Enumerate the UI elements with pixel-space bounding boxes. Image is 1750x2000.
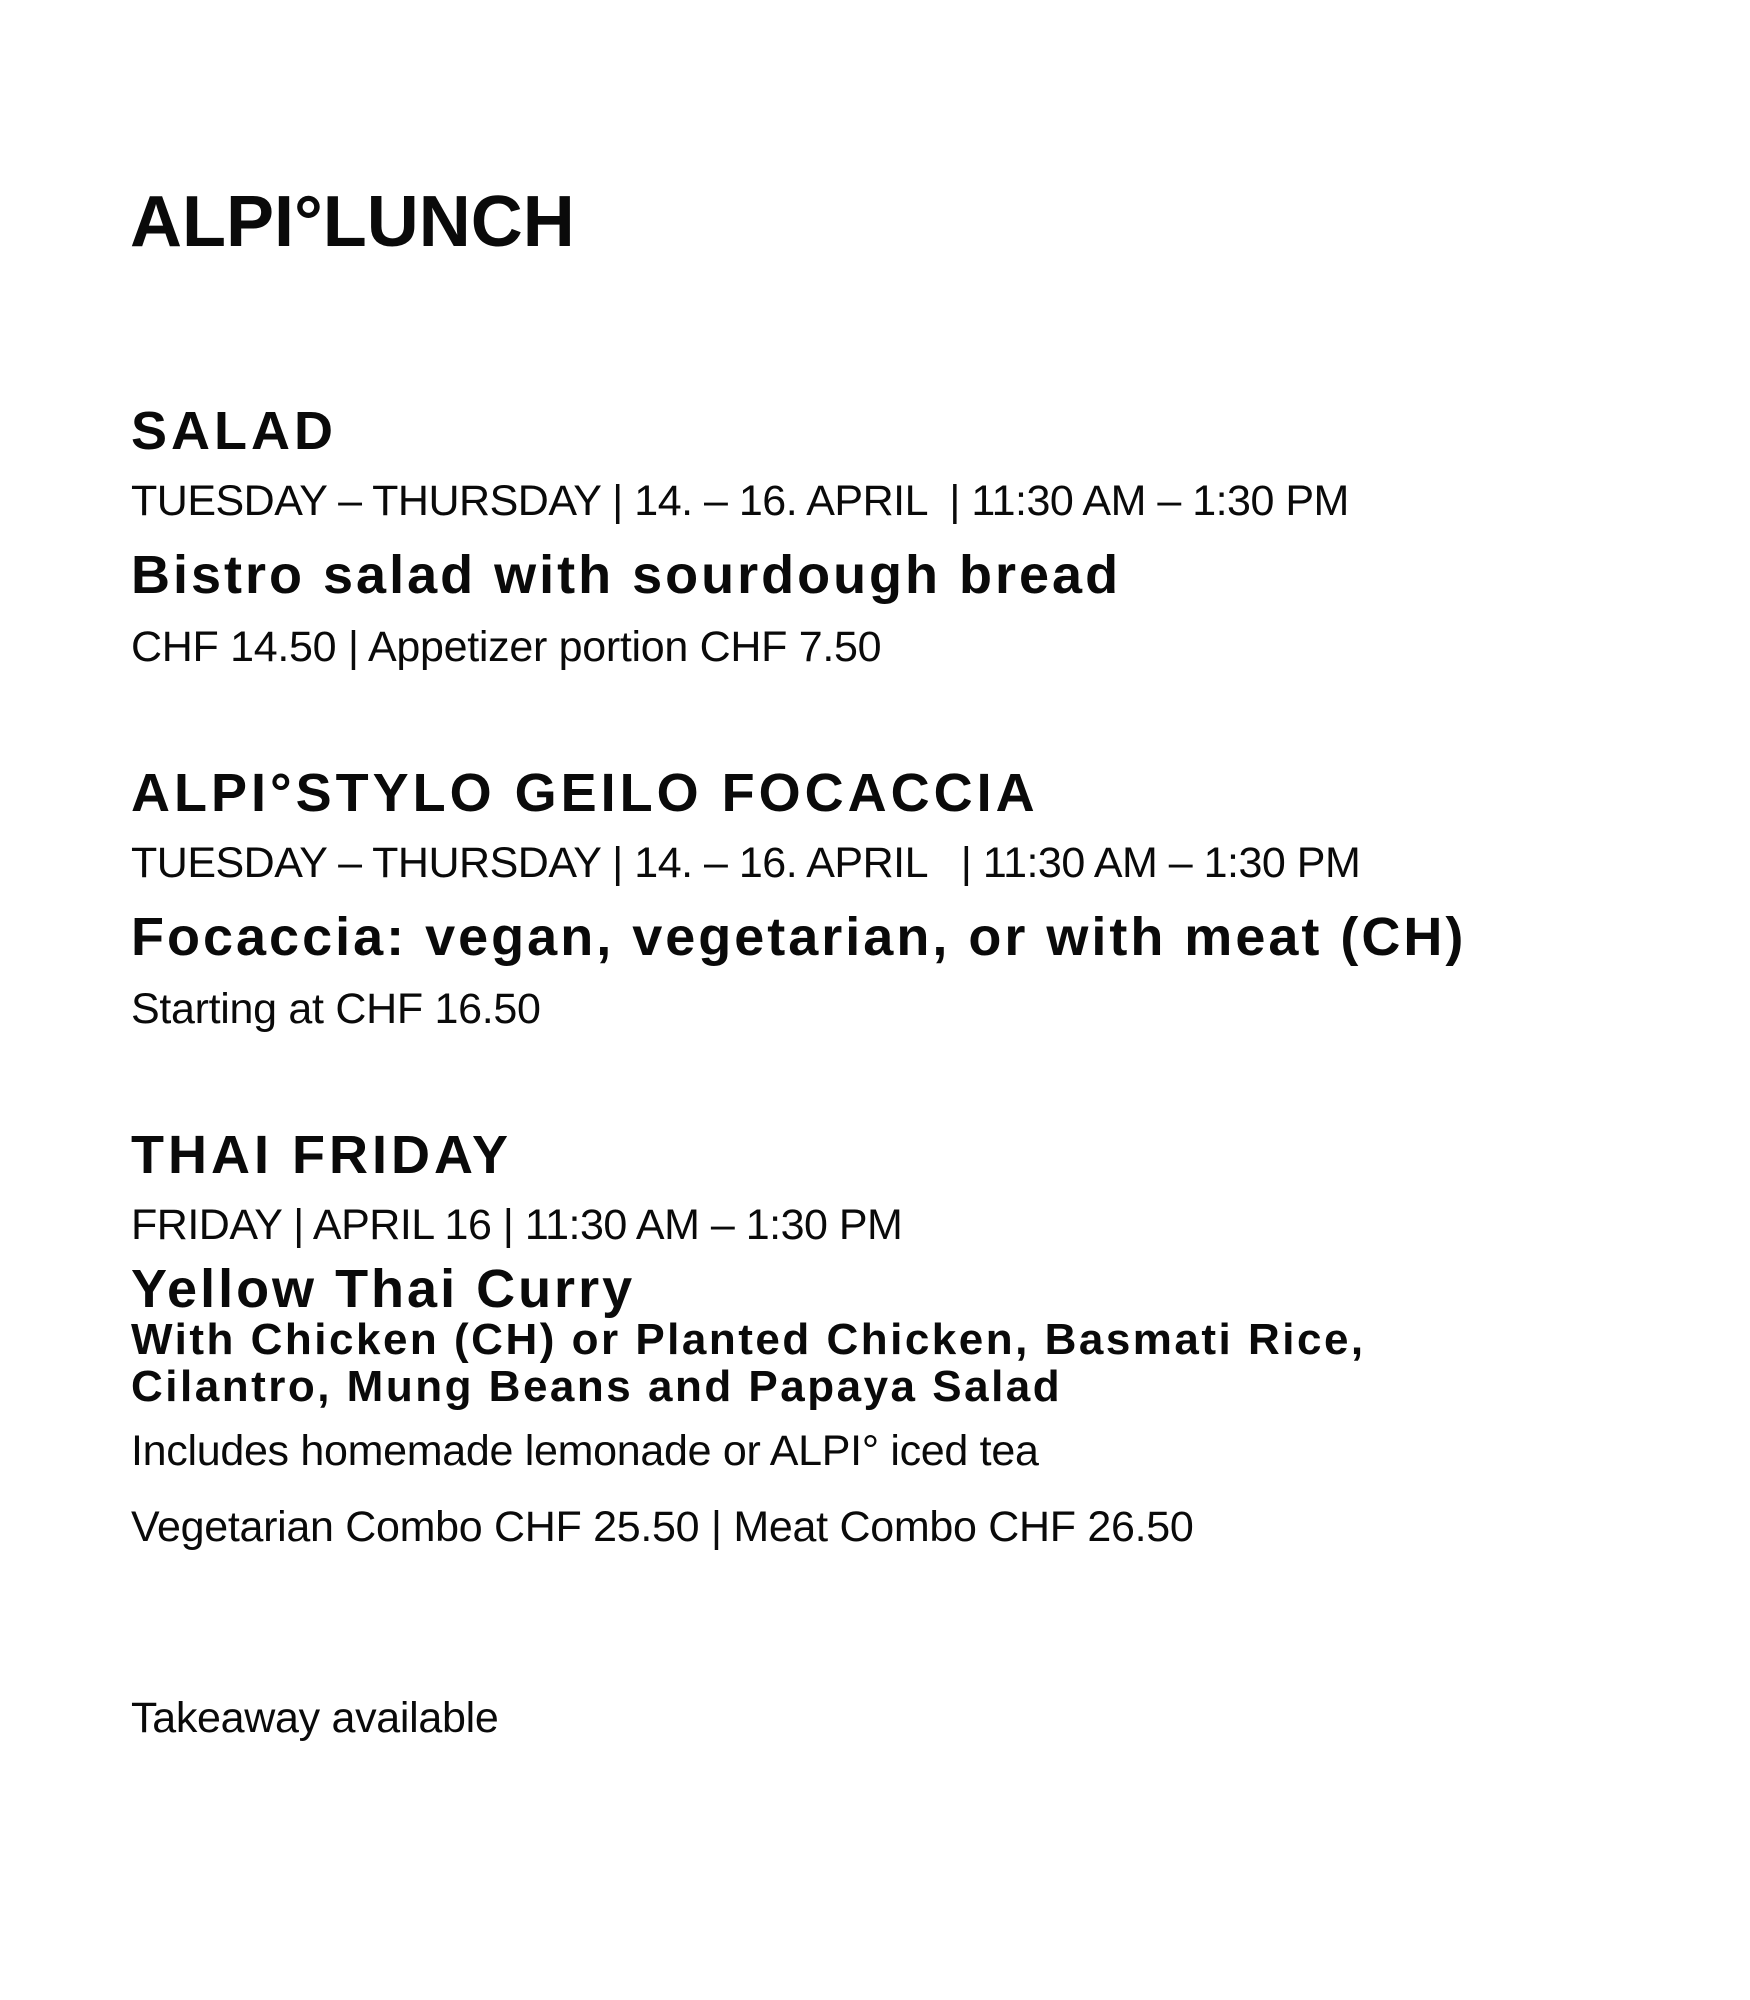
schedule-focaccia: TUESDAY – THURSDAY | 14. – 16. APRIL | 11:30 AM – 1:30 PM [131,839,1361,887]
includes-drink: Includes homemade lemonade or ALPI° iced tea [131,1427,1039,1475]
schedule-thai-friday: FRIDAY | APRIL 16 | 11:30 AM – 1:30 PM [131,1201,903,1249]
section-heading-focaccia: ALPI°STYLO GEILO FOCACCIA [131,763,1039,823]
dish-focaccia: Focaccia: vegan, vegetarian, or with meat (CH) [131,907,1467,967]
dish-thai-curry: Yellow Thai Curry [131,1259,636,1319]
section-heading-thai-friday: THAI FRIDAY [131,1125,513,1185]
schedule-salad: TUESDAY – THURSDAY | 14. – 16. APRIL | 11:30 AM – 1:30 PM [131,477,1349,525]
price-focaccia: Starting at CHF 16.50 [131,985,541,1033]
price-salad: CHF 14.50 | Appetizer portion CHF 7.50 [131,623,882,671]
dish-salad: Bistro salad with sourdough bread [131,545,1122,605]
dish-detail-line-2: Cilantro, Mung Beans and Papaya Salad [131,1362,1063,1411]
section-heading-salad: SALAD [131,401,337,461]
price-thai-friday: Vegetarian Combo CHF 25.50 | Meat Combo CHF 26.50 [131,1503,1194,1551]
takeaway-note: Takeaway available [131,1694,499,1742]
page-title: ALPI°LUNCH [130,182,575,262]
dish-detail-line-1: With Chicken (CH) or Planted Chicken, Basmati Rice, [131,1315,1366,1364]
